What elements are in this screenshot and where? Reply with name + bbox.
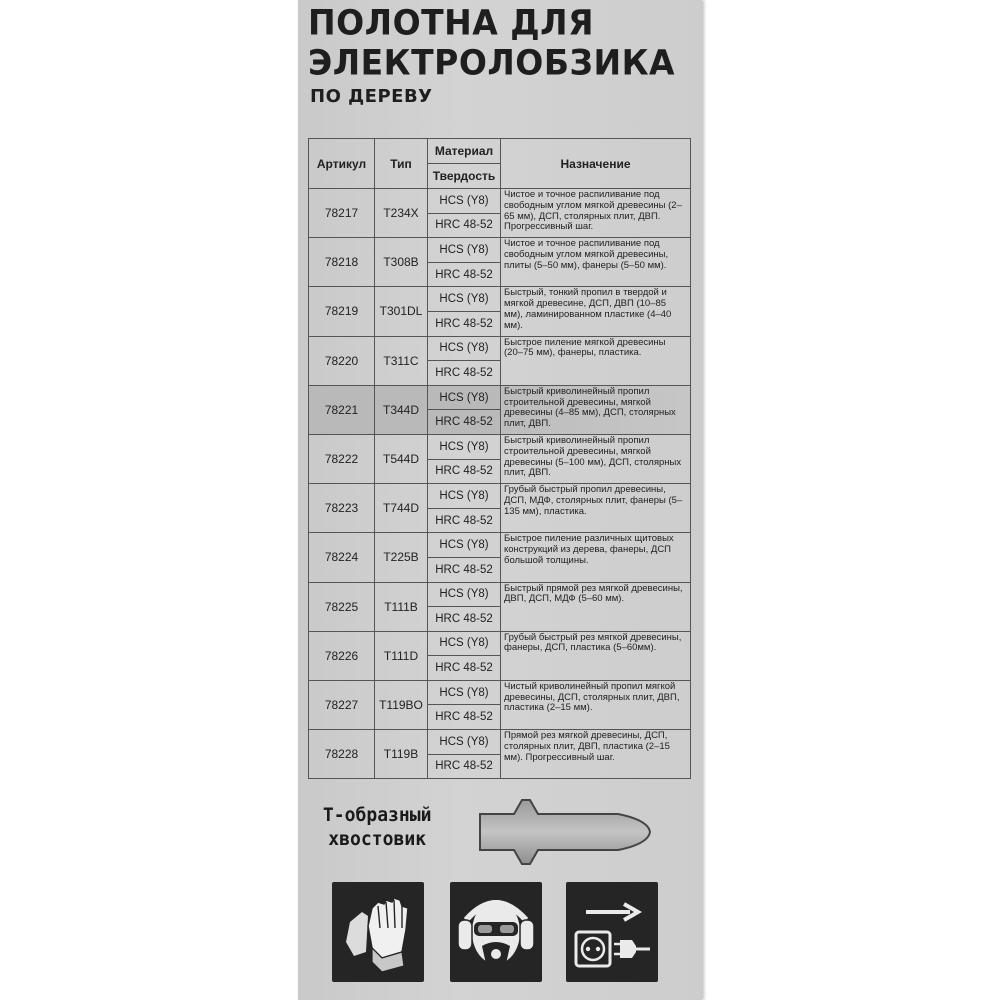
table-row bbox=[309, 631, 691, 656]
cell-article: 78222 bbox=[309, 434, 375, 483]
cell-article: 78223 bbox=[309, 484, 375, 533]
cell-purpose: Быстрое пиление мягкой древесины (20–75 мм), фанеры, пластика. bbox=[501, 336, 691, 385]
table-row bbox=[309, 582, 691, 607]
cell-material: HCS (Y8) bbox=[428, 385, 501, 410]
cell-article: 78220 bbox=[309, 336, 375, 385]
cell-type: T111B bbox=[375, 582, 428, 631]
cell-article: 78228 bbox=[309, 730, 375, 779]
cell-material: HCS (Y8) bbox=[428, 287, 501, 312]
header-material: Материал bbox=[428, 139, 501, 164]
table-row bbox=[309, 238, 691, 263]
cell-article: 78225 bbox=[309, 582, 375, 631]
header-purpose: Назначение bbox=[501, 139, 691, 189]
t-shank-icon bbox=[478, 796, 654, 868]
cell-material: HCS (Y8) bbox=[428, 680, 501, 705]
cell-material: HCS (Y8) bbox=[428, 533, 501, 558]
cell-hardness: HRC 48-52 bbox=[428, 410, 501, 435]
table-row bbox=[309, 434, 691, 459]
table-row bbox=[309, 287, 691, 312]
title-line-2: ЭЛЕКТРОЛОБЗИКА bbox=[308, 42, 676, 83]
subtitle: ПО ДЕРЕВУ bbox=[310, 86, 433, 107]
table-row bbox=[309, 385, 691, 410]
safety-icons bbox=[332, 882, 662, 982]
cell-type: T119BO bbox=[375, 680, 428, 729]
cell-material: HCS (Y8) bbox=[428, 189, 501, 214]
cell-hardness: HRC 48-52 bbox=[428, 705, 501, 730]
cell-type: T311C bbox=[375, 336, 428, 385]
unplug-icon bbox=[566, 882, 658, 982]
cell-type: T225B bbox=[375, 533, 428, 582]
cell-hardness: HRC 48-52 bbox=[428, 262, 501, 287]
cell-type: T301DL bbox=[375, 287, 428, 336]
cell-type: T308B bbox=[375, 238, 428, 287]
cell-hardness: HRC 48-52 bbox=[428, 656, 501, 681]
cell-purpose: Грубый быстрый пропил древесины, ДСП, МДФ, столярных плит, фанеры (5–135 мм), пластика. bbox=[501, 484, 691, 533]
cell-hardness: HRC 48-52 bbox=[428, 607, 501, 632]
header-type: Тип bbox=[375, 139, 428, 189]
table-row bbox=[309, 189, 691, 214]
table-row bbox=[309, 730, 691, 755]
cell-type: T344D bbox=[375, 385, 428, 434]
table-row bbox=[309, 533, 691, 558]
table-row bbox=[309, 680, 691, 705]
cell-purpose: Грубый быстрый рез мягкой древесины, фанеры, ДСП, пластика (5–60мм). bbox=[501, 631, 691, 680]
cell-article: 78226 bbox=[309, 631, 375, 680]
cell-hardness: HRC 48-52 bbox=[428, 557, 501, 582]
blade-spec-table bbox=[308, 138, 691, 779]
cell-purpose: Быстрый, тонкий пропил в твердой и мягкой древесине, ДСП, ДВП (10–85 мм), ламинированном пластике (4–40 мм). bbox=[501, 287, 691, 336]
protective-mask-icon bbox=[450, 882, 542, 982]
cell-purpose: Чистый криволинейный пропил мягкой древесины, ДСП, столярных плит, ДВП, пластика (2–15 мм). bbox=[501, 680, 691, 729]
cell-purpose: Чистое и точное распиливание под свободным углом мягкой древесины, плиты (5–50 мм), фанеры (5–50 мм). bbox=[501, 238, 691, 287]
cell-hardness: HRC 48-52 bbox=[428, 361, 501, 386]
cell-material: HCS (Y8) bbox=[428, 238, 501, 263]
cell-type: T119B bbox=[375, 730, 428, 779]
title-line-1: ПОЛОТНА ДЛЯ bbox=[308, 2, 594, 43]
cell-article: 78227 bbox=[309, 680, 375, 729]
shank-label-line-2: хвостовик bbox=[328, 828, 427, 850]
cell-article: 78219 bbox=[309, 287, 375, 336]
cell-purpose: Прямой рез мягкой древесины, ДСП, столярных плит, ДВП, пластика (2–15 мм). Прогрессивный шаг. bbox=[501, 730, 691, 779]
cell-material: HCS (Y8) bbox=[428, 484, 501, 509]
cell-material: HCS (Y8) bbox=[428, 336, 501, 361]
cell-purpose: Быстрое пиление различных щитовых конструкций из дерева, фанеры, ДСП большой толщины. bbox=[501, 533, 691, 582]
table-row bbox=[309, 336, 691, 361]
cell-type: T234X bbox=[375, 189, 428, 238]
cell-hardness: HRC 48-52 bbox=[428, 213, 501, 238]
cell-article: 78218 bbox=[309, 238, 375, 287]
cell-material: HCS (Y8) bbox=[428, 434, 501, 459]
cell-hardness: HRC 48-52 bbox=[428, 508, 501, 533]
header-hardness: Твердость bbox=[428, 164, 501, 189]
cell-article: 78224 bbox=[309, 533, 375, 582]
cell-material: HCS (Y8) bbox=[428, 631, 501, 656]
shank-label bbox=[323, 803, 432, 851]
cell-purpose: Быстрый криволинейный пропил строительной древесины, мягкой древесины (4–85 мм), ДСП, столярных плит, ДВП. bbox=[501, 385, 691, 434]
cell-type: T744D bbox=[375, 484, 428, 533]
cell-purpose: Быстрый прямой рез мягкой древесины, ДВП, ДСП, МДФ (5–60 мм). bbox=[501, 582, 691, 631]
cell-material: HCS (Y8) bbox=[428, 730, 501, 755]
product-label-card bbox=[298, 0, 702, 1000]
cell-hardness: HRC 48-52 bbox=[428, 754, 501, 779]
table-body bbox=[309, 189, 691, 779]
header-article: Артикул bbox=[309, 139, 375, 189]
cell-article: 78221 bbox=[309, 385, 375, 434]
cell-purpose: Чистое и точное распиливание под свободным углом мягкой древесины (2–65 мм), ДСП, столярных плит, ДВП. Прогрессивный шаг. bbox=[501, 189, 691, 238]
cell-purpose: Быстрый криволинейный пропил строительной древесины, мягкой древесины (5–100 мм), ДСП, столярных плит, ДВП. bbox=[501, 434, 691, 483]
cell-type: T111D bbox=[375, 631, 428, 680]
cell-hardness: HRC 48-52 bbox=[428, 311, 501, 336]
cell-article: 78217 bbox=[309, 189, 375, 238]
cell-material: HCS (Y8) bbox=[428, 582, 501, 607]
cell-hardness: HRC 48-52 bbox=[428, 459, 501, 484]
table-row bbox=[309, 484, 691, 509]
shank-label-line-1: Т-образный bbox=[322, 804, 432, 826]
gloves-icon bbox=[332, 882, 424, 982]
cell-type: T544D bbox=[375, 434, 428, 483]
